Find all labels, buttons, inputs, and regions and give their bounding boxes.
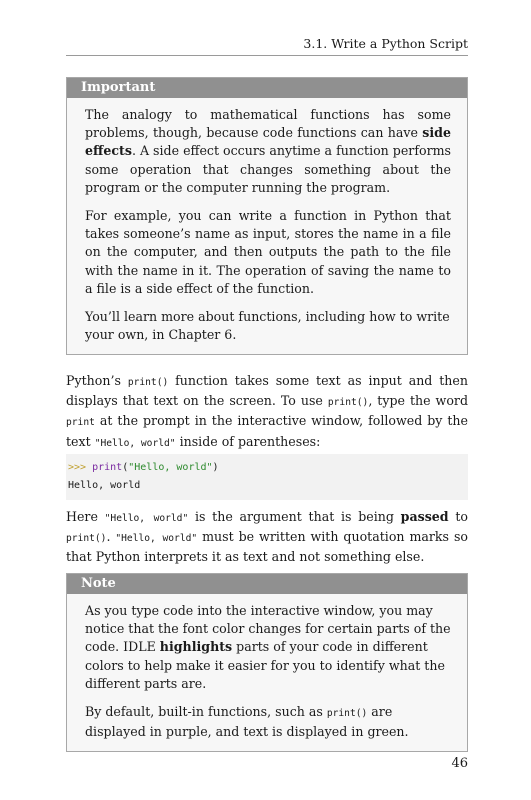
note-box bbox=[66, 573, 468, 752]
code-input-line: >>> print("Hello, world") bbox=[68, 462, 219, 473]
body-paragraph-2: Here "Hello, world" is the argument that is being passed to print(). "Hello, world" must be written with quotation marks so that Python interprets it as text and not something else. bbox=[66, 509, 468, 565]
code-example bbox=[66, 454, 468, 500]
note-paragraph-1: As you type code into the interactive window, you may notice that the font color changes for certain parts of the code. IDLE highlights parts of your code in different colors to help make it easier for you to identify what the different parts are. bbox=[85, 603, 451, 691]
note-paragraph-2: By default, built-in functions, such as print() are displayed in purple, and text is displayed in green. bbox=[85, 704, 409, 740]
side-effects-term: side effects bbox=[85, 125, 451, 159]
page-number: 46 bbox=[451, 756, 468, 771]
running-header: 3.1. Write a Python Script bbox=[66, 36, 468, 56]
highlights-term: highlights bbox=[159, 639, 233, 655]
code-output-line: Hello, world bbox=[68, 480, 141, 491]
important-paragraph-1: The analogy to mathematical functions has some problems, though, because code functions can have side effects. A side effect occurs anytime a function performs some operation that changes something about the program or the computer running the program. bbox=[85, 107, 451, 195]
important-paragraph-2: For example, you can write a function in Python that takes someone’s name as input, stores the name in a file on the computer, and then outputs the path to the file with the name in it. The operation of saving the name to a file is a side effect of the function. bbox=[85, 208, 451, 296]
important-box bbox=[66, 77, 468, 355]
body-paragraph-1: Python’s print() function takes some text as input and then displays that text on the screen. To use print(), type the word print at the prompt in the interactive window, followed by the text "Hello, world" inside of parentheses: bbox=[66, 373, 469, 449]
important-paragraph-3: You’ll learn more about functions, including how to write your own, in Chapter 6. bbox=[85, 309, 450, 343]
important-title: Important bbox=[67, 78, 467, 98]
passed-term: passed bbox=[400, 509, 449, 524]
note-title: Note bbox=[67, 574, 467, 594]
